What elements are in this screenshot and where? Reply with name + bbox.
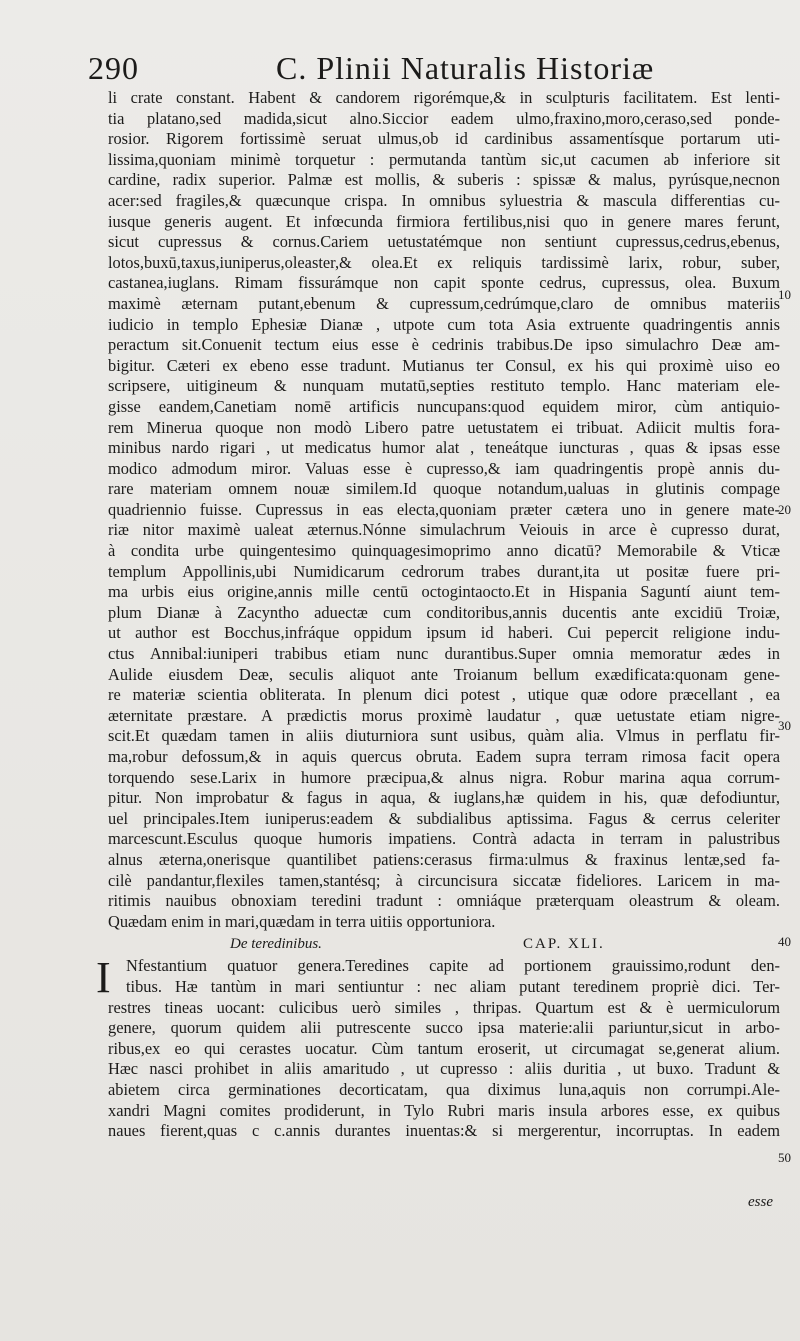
text-line: xandri Magni comites prodiderunt, in Tylo Rubri maris insula arbores esse, ex quibus bbox=[108, 1100, 780, 1120]
text-line: Nfestantium quatuor genera.Teredines capite ad portionem grauissimo,rodunt den- bbox=[126, 956, 780, 976]
chapter-heading bbox=[108, 932, 780, 956]
margin-line-number: 20 bbox=[778, 502, 791, 517]
text-line: li crate constant. Habent & candorem rigorémque,& in sculpturis facilitatem. Est lenti- bbox=[108, 88, 780, 107]
text-line: sicut cupressus & cornus.Cariem uetustatémque non sentiunt cupressus,cedrus,ebenus, bbox=[108, 232, 780, 252]
text-line: gisse eandem,Canetiam nomē artificis nuncupans:quod equidem miror, cùm antiquio- bbox=[108, 396, 780, 416]
text-line: maximè æternam putant,ebenum & cupressum,cedrúmque,claro de omnibus materiis bbox=[108, 293, 780, 313]
text-line: torquendo sese.Larix in humore præcipua,& alnus nigra. Robur marina aqua corrum- bbox=[108, 767, 780, 787]
text-line: plum Dianæ à Zacyntho aduectæ cum conditoribus,annis ducentis ante excidiū Troiæ, bbox=[108, 602, 780, 622]
margin-line-number: 10 bbox=[778, 287, 791, 302]
text-line: quadriennio fuisse. Cupressus in eas electa,quoniam præter cætera uno in genere mate- bbox=[108, 499, 780, 519]
text-line: à condita urbe quingentesimo quinquagesimoprimo anno dicatū? Memorabile & Vticæ bbox=[108, 541, 780, 561]
text-line: ritimis nauibus obnoxiam teredini tradunt : omniáque præterquam oleastrum & oleam. bbox=[108, 891, 780, 911]
text-line: lotos,buxū,taxus,iuniperus,oleaster,& olea.Et ex reliquis tardissimè larix, robur, suber, bbox=[108, 252, 780, 272]
text-line: iudicio in templo Ephesiæ Dianæ , utpote cum tota Asia extruente quadringentis annis bbox=[108, 314, 780, 334]
margin-line-number: 40 bbox=[778, 934, 791, 949]
chapter-paragraph bbox=[96, 953, 780, 1141]
text-line: re materiæ scientia obliterata. In plenum dici potest , utique quæ odore præcellant , ea bbox=[108, 685, 780, 705]
text-line: peractum sit.Conuenit tectum eius esse è cedrinis trabibus.De ipso simulachro Deæ am- bbox=[108, 335, 780, 355]
text-line: ut author est Bocchus,infráque oppidum ipsum id haberi. Cui pepercit religione indu- bbox=[108, 623, 780, 643]
text-line: scripsere, uitigineum & nunquam mutatū,septies restituto templo. Hanc materiam ele- bbox=[108, 376, 780, 396]
text-line: castanea,iuglans. Rimam fissurámque non capit sponte cedrus, cupressus, olea. Buxum bbox=[108, 273, 780, 293]
text-line: æternitate præstare. A prædictis morus proximè laudatur , quæ uetustate etiam nigre- bbox=[108, 705, 780, 725]
text-line: cardine, radix superior. Palmæ est mollis, & suberis : spissæ & malus, pyrúsque,necnon bbox=[108, 170, 780, 190]
text-line: iusque generis augent. Et infœcunda firmiora fertilibus,nisi quo in genere mares ferunt, bbox=[108, 211, 780, 231]
text-line: ribus,ex eo qui cerastes uocatur. Cùm tantum eroserit, ut circumagat se,generat alium. bbox=[108, 1038, 780, 1058]
text-line: modico admodum miror. Valuas esse è cupresso,& iam quadringentis propè annis du- bbox=[108, 458, 780, 478]
text-line: rosior. Rigorem fortissimè seruat ulmus,ob id cardinibus assamentísque portarum uti- bbox=[108, 129, 780, 149]
page-number: 290 bbox=[88, 50, 139, 86]
text-line: acer:sed fragiles,& quæcunque crispa. In omnibus syluestria & mascula differentias cu- bbox=[108, 190, 780, 210]
text-line: minibus nardo rigari , ut medicatus humor alat , teneátque iuncturas , quas & ipsas esse bbox=[108, 438, 780, 458]
margin-line-number: 50 bbox=[778, 1150, 791, 1165]
running-title: C. Plinii Naturalis Historiæ bbox=[276, 50, 655, 86]
text-line: marcescunt.Esculus quoque humoris impatiens. Contrà adacta in terram in palustribus bbox=[108, 829, 780, 849]
chapter-lines bbox=[108, 956, 780, 1141]
text-line: rem Minerua quoque non modò Libero patre uetustatem ei tribuat. Adiicit multis fora- bbox=[108, 417, 780, 437]
text-line: cilè pandantur,flexiles tamen,stantésq; à circuncisura siccatæ fideliores. Laricem in ma- bbox=[108, 870, 780, 890]
text-line: lissima,quoniam minimè torquetur : permutanda tantùm sic,ut cacumen ab inferiore sit bbox=[108, 149, 780, 169]
page-header bbox=[88, 50, 788, 90]
text-line: tia platano,sed madida,sicut alno.Siccior eadem ulmo,fraxino,moro,ceraso,sed ponde- bbox=[108, 108, 780, 128]
text-line: abietem circa germinationes decorticatam, qua diximus luna,aquis non corrumpi.Ale- bbox=[108, 1079, 780, 1099]
text-line: alnus æterna,onerisque quantilibet patiens:cerasus firma:ulmus & fraxinus lentæ,sed fa- bbox=[108, 849, 780, 869]
text-line: tibus. Hæ tantùm in mari sentiuntur : nec aliam putant teredinem propriè dici. Ter- bbox=[126, 976, 780, 996]
text-line: riæ nitor maximè ualeat æternus.Nónne simulachrum Veiouis in arce è cupresso durat, bbox=[108, 520, 780, 540]
main-paragraph bbox=[108, 88, 780, 932]
text-line: ma,robur defossum,& in aquis quercus obruta. Eadem supra terram rimosa facit opera bbox=[108, 747, 780, 766]
margin-line-number: 30 bbox=[778, 718, 791, 733]
text-line: naues fierent,quas c c.annis durantes inuentas:& si mergerentur, incorruptas. In eadem bbox=[108, 1121, 780, 1141]
chapter-number: CAP. XLI. bbox=[523, 936, 605, 953]
text-line: templum Appollinis,ubi Numidicarum cedrorum trabes durant,ita ut positæ fuere pri- bbox=[108, 561, 780, 581]
text-line: Quædam enim in mari,quædam in terra uitiis opportuniora. bbox=[108, 911, 496, 931]
drop-cap-initial: I bbox=[96, 953, 111, 1003]
text-line: rare materiam omnem nouæ similem.Id quoque notandum,ualuas in glutinis compage bbox=[108, 479, 780, 499]
text-line: ma urbis eius origine,annis mille centū octogintaocto.Et in Hispania Saguntí aiunt tem- bbox=[108, 582, 780, 602]
text-line: uel principales.Item iuniperus:eadem & subdialibus aptissima. Fagus & cerrus celeriter bbox=[108, 808, 780, 828]
text-line: pitur. Non improbatur & fagus in aqua, & iuglans,hæ quidem in his, quæ defodiuntur, bbox=[108, 788, 780, 808]
chapter-title: De teredinibus. bbox=[230, 936, 322, 953]
text-line: restres tineas uocant: culicibus uerò similes , thripas. Quartum est & è uermiculorum bbox=[108, 997, 780, 1017]
text-line: scit.Et quædam tamen in aliis diuturniora sunt usibus, quàm alia. Vlmus in perflatu fir- bbox=[108, 726, 780, 746]
catchword: esse bbox=[748, 1194, 773, 1210]
text-line: Aulide eiusdem Deæ, seculis aliquot ante Troianum bellum exædificata:quonam gene- bbox=[108, 664, 780, 684]
body-text bbox=[96, 88, 780, 1142]
text-line: bigitur. Cæteri ex ebeno esse tradunt. Mutianus ter Consul, ex his qui proximè uiso eo bbox=[108, 355, 780, 375]
text-line: ctus Annibal:iuniperi trabibus etiam nunc durantibus.Super omnia memoratur ædes in bbox=[108, 644, 780, 664]
text-line: Hæc nasci prohibet in aliis amaritudo , ut cupresso : aliis duritia , ut buxo. Tradunt & bbox=[108, 1059, 780, 1079]
text-line: genere, quorum quidem alii putrescente succo ipsa materie:alii pariuntur,sicut in arbo- bbox=[108, 1018, 780, 1038]
